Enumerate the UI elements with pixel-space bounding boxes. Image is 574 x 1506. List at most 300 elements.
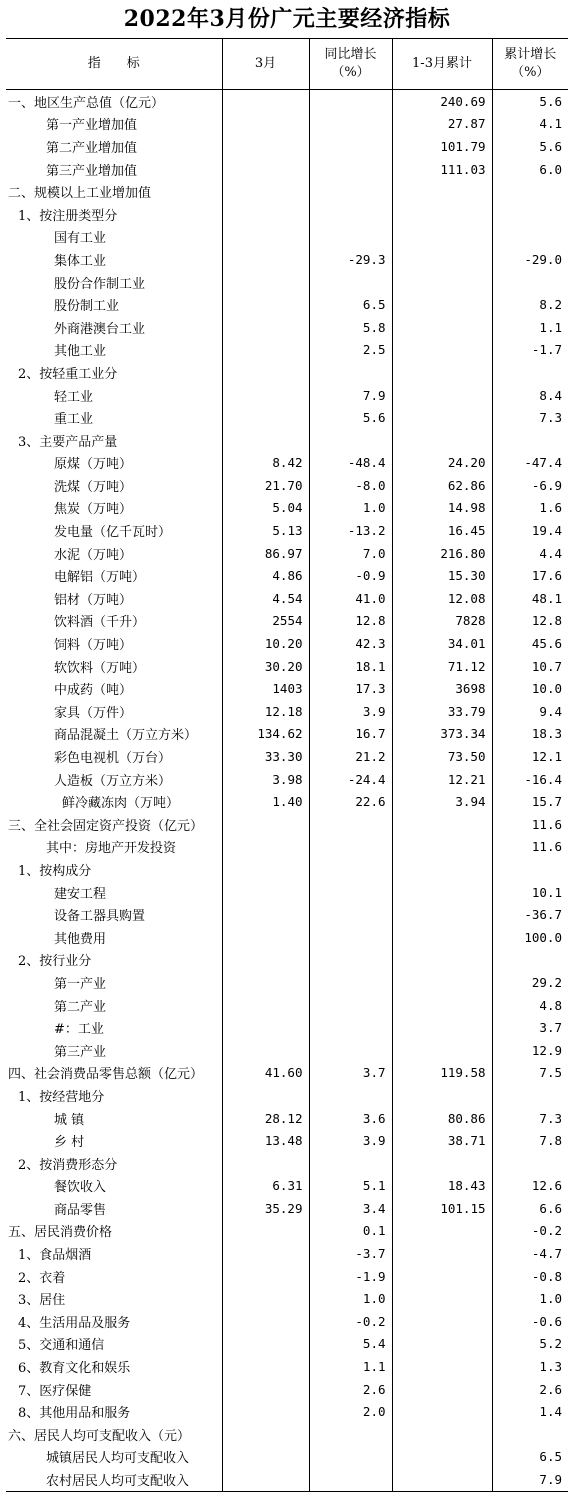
march-value: 86.97	[222, 542, 309, 565]
cumulative-growth-value: -0.2	[492, 1220, 568, 1243]
yoy-growth-value	[309, 158, 392, 181]
march-value	[222, 1220, 309, 1243]
yoy-growth-value	[309, 971, 392, 994]
march-value	[222, 1468, 309, 1491]
cumulative-growth-value: 11.6	[492, 813, 568, 836]
yoy-growth-value	[309, 881, 392, 904]
table-row	[6, 226, 568, 249]
row-label: 铝材（万吨）	[54, 592, 133, 608]
march-value	[222, 903, 309, 926]
yoy-growth-value: 2.6	[309, 1378, 392, 1401]
table-row	[6, 903, 568, 926]
row-label: 2、按消费形态分	[18, 1157, 118, 1173]
cumulative-value: 101.79	[392, 135, 492, 158]
march-value	[222, 1242, 309, 1265]
march-value	[222, 226, 309, 249]
yoy-growth-value	[309, 926, 392, 949]
table-row	[6, 1446, 568, 1469]
cumulative-value: 38.71	[392, 1129, 492, 1152]
row-label: 饮料酒（千升）	[54, 615, 146, 631]
cumulative-growth-value	[492, 1084, 568, 1107]
table-row	[6, 203, 568, 226]
cumulative-value	[392, 858, 492, 881]
yoy-growth-value: 3.4	[309, 1197, 392, 1220]
march-value	[222, 180, 309, 203]
row-label: 人造板（万立方米）	[54, 773, 172, 789]
table-row	[6, 1175, 568, 1198]
table-row	[6, 700, 568, 723]
cumulative-growth-value: 6.6	[492, 1197, 568, 1220]
table-row	[6, 497, 568, 520]
table-row	[6, 158, 568, 181]
row-label: 4、生活用品及服务	[18, 1315, 131, 1331]
march-value	[222, 971, 309, 994]
yoy-growth-value: 22.6	[309, 790, 392, 813]
yoy-growth-value: -0.2	[309, 1310, 392, 1333]
cumulative-growth-value: 9.4	[492, 700, 568, 723]
cumulative-value	[392, 248, 492, 271]
yoy-growth-value: 2.5	[309, 339, 392, 362]
march-value	[222, 90, 309, 113]
row-label: 5、交通和通信	[18, 1338, 105, 1354]
yoy-growth-value	[309, 1084, 392, 1107]
table-row	[6, 723, 568, 746]
march-value: 4.86	[222, 564, 309, 587]
cumulative-value	[392, 293, 492, 316]
cumulative-value	[392, 1468, 492, 1491]
row-label: 乡 村	[54, 1135, 85, 1151]
table-row	[6, 90, 568, 113]
yoy-growth-value: 7.9	[309, 384, 392, 407]
march-value: 2554	[222, 610, 309, 633]
cumulative-growth-value	[492, 1423, 568, 1446]
cumulative-value	[392, 361, 492, 384]
row-label: 六、居民人均可支配收入（元）	[8, 1428, 191, 1444]
cumulative-growth-value: -47.4	[492, 452, 568, 475]
row-label: 软饮料（万吨）	[54, 660, 146, 676]
cumulative-growth-value: 12.6	[492, 1175, 568, 1198]
cumulative-growth-value: -16.4	[492, 768, 568, 791]
march-value	[222, 361, 309, 384]
yoy-growth-value: 12.8	[309, 610, 392, 633]
yoy-growth-value: 5.1	[309, 1175, 392, 1198]
cumulative-value	[392, 1265, 492, 1288]
cumulative-value	[392, 406, 492, 429]
march-value	[222, 1423, 309, 1446]
yoy-growth-value: 0.1	[309, 1220, 392, 1243]
cumulative-value	[392, 1423, 492, 1446]
cumulative-value	[392, 1152, 492, 1175]
cumulative-growth-value: 12.1	[492, 745, 568, 768]
row-label: #：工业	[54, 1022, 104, 1038]
table-row	[6, 1107, 568, 1130]
cumulative-growth-value: 1.0	[492, 1287, 568, 1310]
yoy-growth-value: 3.9	[309, 1129, 392, 1152]
cumulative-growth-value: 48.1	[492, 587, 568, 610]
yoy-growth-value: 7.0	[309, 542, 392, 565]
yoy-growth-value: -3.7	[309, 1242, 392, 1265]
table-row	[6, 1062, 568, 1085]
cumulative-growth-value: 7.5	[492, 1062, 568, 1085]
row-label: 8、其他用品和服务	[18, 1406, 131, 1422]
cumulative-value: 14.98	[392, 497, 492, 520]
cumulative-value	[392, 1400, 492, 1423]
march-value	[222, 293, 309, 316]
cumulative-growth-value: 1.3	[492, 1355, 568, 1378]
cumulative-growth-value: 29.2	[492, 971, 568, 994]
table-row	[6, 293, 568, 316]
row-label: 发电量（亿千瓦时）	[54, 525, 172, 541]
row-label: 第三产业增加值	[46, 163, 138, 179]
cumulative-growth-value: 7.8	[492, 1129, 568, 1152]
row-label: 2、衣着	[18, 1270, 66, 1286]
cumulative-value	[392, 180, 492, 203]
cumulative-value	[392, 1310, 492, 1333]
cumulative-value	[392, 1287, 492, 1310]
row-label: 1、按经营地分	[18, 1089, 105, 1105]
march-value: 1403	[222, 677, 309, 700]
march-value	[222, 316, 309, 339]
row-label: 商品零售	[54, 1202, 107, 1218]
table-row	[6, 1197, 568, 1220]
march-value: 134.62	[222, 723, 309, 746]
row-label: 饲料（万吨）	[54, 638, 133, 654]
march-value	[222, 1084, 309, 1107]
cumulative-growth-value: 12.9	[492, 1039, 568, 1062]
table-row	[6, 745, 568, 768]
table-row	[6, 1468, 568, 1491]
cumulative-value: 34.01	[392, 632, 492, 655]
march-value	[222, 271, 309, 294]
row-label: 一、地区生产总值（亿元）	[8, 95, 165, 111]
yoy-growth-value: -13.2	[309, 519, 392, 542]
table-row	[6, 1039, 568, 1062]
row-label: 四、社会消费品零售总额（亿元）	[8, 1067, 204, 1083]
yoy-growth-value	[309, 994, 392, 1017]
yoy-growth-value	[309, 135, 392, 158]
cumulative-growth-value: 45.6	[492, 632, 568, 655]
cumulative-value	[392, 926, 492, 949]
cumulative-value	[392, 316, 492, 339]
march-value: 10.20	[222, 632, 309, 655]
march-value: 1.40	[222, 790, 309, 813]
cumulative-value: 3698	[392, 677, 492, 700]
cumulative-value	[392, 1084, 492, 1107]
march-value	[222, 248, 309, 271]
row-label: 焦炭（万吨）	[54, 502, 133, 518]
table-row	[6, 790, 568, 813]
table-row	[6, 1400, 568, 1423]
cumulative-value: 80.86	[392, 1107, 492, 1130]
yoy-growth-value	[309, 226, 392, 249]
cumulative-value	[392, 226, 492, 249]
yoy-growth-value: -0.9	[309, 564, 392, 587]
cumulative-growth-value: 7.3	[492, 406, 568, 429]
cumulative-growth-value: 4.8	[492, 994, 568, 1017]
cumulative-value: 62.86	[392, 474, 492, 497]
march-value: 5.13	[222, 519, 309, 542]
row-label: 电解铝（万吨）	[54, 570, 146, 586]
header-yoy-growth: 同比增长（%）	[309, 39, 392, 90]
table-row	[6, 113, 568, 136]
cumulative-growth-value	[492, 949, 568, 972]
cumulative-value	[392, 903, 492, 926]
row-label: 其他工业	[54, 344, 107, 360]
yoy-growth-value: 1.0	[309, 497, 392, 520]
cumulative-value	[392, 429, 492, 452]
indicators-table	[6, 38, 568, 1492]
row-label: 彩色电视机（万台）	[54, 751, 172, 767]
row-label: 中成药（吨）	[54, 683, 133, 699]
cumulative-growth-value	[492, 203, 568, 226]
table-row	[6, 1242, 568, 1265]
table-row	[6, 1287, 568, 1310]
cumulative-growth-value: 1.6	[492, 497, 568, 520]
march-value: 12.18	[222, 700, 309, 723]
yoy-growth-value	[309, 1039, 392, 1062]
table-row	[6, 271, 568, 294]
cumulative-value	[392, 813, 492, 836]
march-value	[222, 1016, 309, 1039]
cumulative-value: 101.15	[392, 1197, 492, 1220]
march-value	[222, 158, 309, 181]
cumulative-growth-value: 5.6	[492, 135, 568, 158]
row-label: 五、居民消费价格	[8, 1225, 113, 1241]
march-value: 4.54	[222, 587, 309, 610]
cumulative-value	[392, 1016, 492, 1039]
march-value	[222, 339, 309, 362]
yoy-growth-value: 3.9	[309, 700, 392, 723]
table-row	[6, 135, 568, 158]
yoy-growth-value	[309, 1468, 392, 1491]
march-value	[222, 836, 309, 859]
table-row	[6, 1084, 568, 1107]
march-value: 13.48	[222, 1129, 309, 1152]
table-row	[6, 474, 568, 497]
yoy-growth-value: 3.6	[309, 1107, 392, 1130]
cumulative-growth-value: 15.7	[492, 790, 568, 813]
cumulative-growth-value	[492, 180, 568, 203]
cumulative-growth-value: 10.7	[492, 655, 568, 678]
cumulative-value: 16.45	[392, 519, 492, 542]
cumulative-value: 216.80	[392, 542, 492, 565]
row-label: 股份合作制工业	[54, 276, 146, 292]
table-row	[6, 949, 568, 972]
cumulative-growth-value	[492, 271, 568, 294]
cumulative-value: 111.03	[392, 158, 492, 181]
yoy-growth-value: 16.7	[309, 723, 392, 746]
yoy-growth-value	[309, 836, 392, 859]
cumulative-value	[392, 881, 492, 904]
row-label: 城镇居民人均可支配收入	[46, 1451, 190, 1467]
table-row	[6, 1220, 568, 1243]
yoy-growth-value	[309, 813, 392, 836]
cumulative-growth-value: 1.4	[492, 1400, 568, 1423]
cumulative-value	[392, 271, 492, 294]
yoy-growth-value: -8.0	[309, 474, 392, 497]
march-value	[222, 113, 309, 136]
cumulative-value: 12.08	[392, 587, 492, 610]
row-label: 第一产业	[54, 976, 107, 992]
row-label: 餐饮收入	[54, 1180, 107, 1196]
march-value	[222, 926, 309, 949]
table-row	[6, 610, 568, 633]
table-row	[6, 655, 568, 678]
table-row	[6, 339, 568, 362]
cumulative-value	[392, 1242, 492, 1265]
row-label: 2、按轻重工业分	[18, 366, 118, 382]
cumulative-growth-value: 7.3	[492, 1107, 568, 1130]
row-label: 重工业	[54, 412, 94, 428]
row-label: 1、按构成分	[18, 863, 92, 879]
row-label: 设备工器具购置	[54, 909, 146, 925]
yoy-growth-value	[309, 949, 392, 972]
yoy-growth-value: 1.0	[309, 1287, 392, 1310]
cumulative-growth-value: 3.7	[492, 1016, 568, 1039]
yoy-growth-value	[309, 429, 392, 452]
cumulative-value: 7828	[392, 610, 492, 633]
table-row	[6, 1333, 568, 1356]
table-row	[6, 384, 568, 407]
yoy-growth-value: 3.7	[309, 1062, 392, 1085]
yoy-growth-value: 5.8	[309, 316, 392, 339]
cumulative-growth-value: 10.1	[492, 881, 568, 904]
cumulative-growth-value: 6.0	[492, 158, 568, 181]
yoy-growth-value: -29.3	[309, 248, 392, 271]
row-label: 建安工程	[54, 886, 107, 902]
cumulative-growth-value: 5.2	[492, 1333, 568, 1356]
cumulative-growth-value: 4.1	[492, 113, 568, 136]
yoy-growth-value	[309, 203, 392, 226]
row-label: 集体工业	[54, 253, 107, 269]
march-value	[222, 1039, 309, 1062]
march-value: 8.42	[222, 452, 309, 475]
march-value	[222, 1265, 309, 1288]
cumulative-value	[392, 1378, 492, 1401]
table-row	[6, 768, 568, 791]
row-label: 第一产业增加值	[46, 118, 138, 134]
cumulative-value: 240.69	[392, 90, 492, 113]
table-row	[6, 1152, 568, 1175]
table-row	[6, 316, 568, 339]
cumulative-value: 3.94	[392, 790, 492, 813]
cumulative-value: 73.50	[392, 745, 492, 768]
yoy-growth-value: 5.4	[309, 1333, 392, 1356]
cumulative-growth-value	[492, 1152, 568, 1175]
table-row	[6, 542, 568, 565]
yoy-growth-value	[309, 1016, 392, 1039]
row-label: 鲜冷藏冻肉（万吨）	[62, 796, 180, 812]
table-row	[6, 1265, 568, 1288]
row-label: 3、居住	[18, 1293, 66, 1309]
table-row	[6, 881, 568, 904]
cumulative-growth-value: -36.7	[492, 903, 568, 926]
march-value	[222, 384, 309, 407]
cumulative-value	[392, 384, 492, 407]
row-label: 其中：房地产开发投资	[46, 841, 177, 857]
yoy-growth-value	[309, 1152, 392, 1175]
cumulative-value	[392, 203, 492, 226]
cumulative-growth-value: 12.8	[492, 610, 568, 633]
march-value	[222, 203, 309, 226]
yoy-growth-value: 41.0	[309, 587, 392, 610]
cumulative-value	[392, 1220, 492, 1243]
cumulative-value	[392, 1333, 492, 1356]
march-value	[222, 949, 309, 972]
cumulative-growth-value: 4.4	[492, 542, 568, 565]
table-row	[6, 971, 568, 994]
cumulative-growth-value	[492, 226, 568, 249]
row-label: 水泥（万吨）	[54, 547, 133, 563]
march-value	[222, 429, 309, 452]
table-row	[6, 361, 568, 384]
row-label: 原煤（万吨）	[54, 457, 133, 473]
march-value: 33.30	[222, 745, 309, 768]
yoy-growth-value: 17.3	[309, 677, 392, 700]
yoy-growth-value: -24.4	[309, 768, 392, 791]
table-row	[6, 519, 568, 542]
cumulative-growth-value: -0.6	[492, 1310, 568, 1333]
page-title: 2022年3月份广元主要经济指标	[123, 6, 451, 32]
cumulative-value: 373.34	[392, 723, 492, 746]
cumulative-growth-value: 18.3	[492, 723, 568, 746]
row-label: 洗煤（万吨）	[54, 479, 133, 495]
row-label: 3、主要产品产量	[18, 434, 118, 450]
march-value	[222, 406, 309, 429]
table-row	[6, 1310, 568, 1333]
march-value	[222, 1152, 309, 1175]
table-row	[6, 180, 568, 203]
march-value	[222, 135, 309, 158]
table-row	[6, 632, 568, 655]
march-value	[222, 1400, 309, 1423]
march-value	[222, 1446, 309, 1469]
march-value: 30.20	[222, 655, 309, 678]
table-row	[6, 452, 568, 475]
table-row	[6, 1423, 568, 1446]
cumulative-growth-value: -6.9	[492, 474, 568, 497]
table-body	[6, 90, 568, 1492]
yoy-growth-value: 1.1	[309, 1355, 392, 1378]
header-cumulative-growth: 累计增长（%）	[492, 39, 568, 90]
row-label: 城 镇	[54, 1112, 85, 1128]
cumulative-growth-value: 11.6	[492, 836, 568, 859]
march-value	[222, 858, 309, 881]
table-row	[6, 994, 568, 1017]
cumulative-growth-value: -0.8	[492, 1265, 568, 1288]
cumulative-value	[392, 1355, 492, 1378]
cumulative-value: 15.30	[392, 564, 492, 587]
cumulative-value: 119.58	[392, 1062, 492, 1085]
march-value	[222, 1287, 309, 1310]
march-value: 3.98	[222, 768, 309, 791]
march-value: 28.12	[222, 1107, 309, 1130]
row-label: 第二产业增加值	[46, 140, 138, 156]
table-row	[6, 564, 568, 587]
table-row	[6, 1129, 568, 1152]
cumulative-value: 24.20	[392, 452, 492, 475]
header-march: 3月	[222, 39, 309, 90]
cumulative-value: 18.43	[392, 1175, 492, 1198]
cumulative-value	[392, 1039, 492, 1062]
row-label: 7、医疗保健	[18, 1383, 92, 1399]
march-value: 5.04	[222, 497, 309, 520]
row-label: 三、全社会固定资产投资（亿元）	[8, 818, 204, 834]
cumulative-value	[392, 1446, 492, 1469]
cumulative-growth-value: 7.9	[492, 1468, 568, 1491]
march-value: 41.60	[222, 1062, 309, 1085]
cumulative-value	[392, 949, 492, 972]
